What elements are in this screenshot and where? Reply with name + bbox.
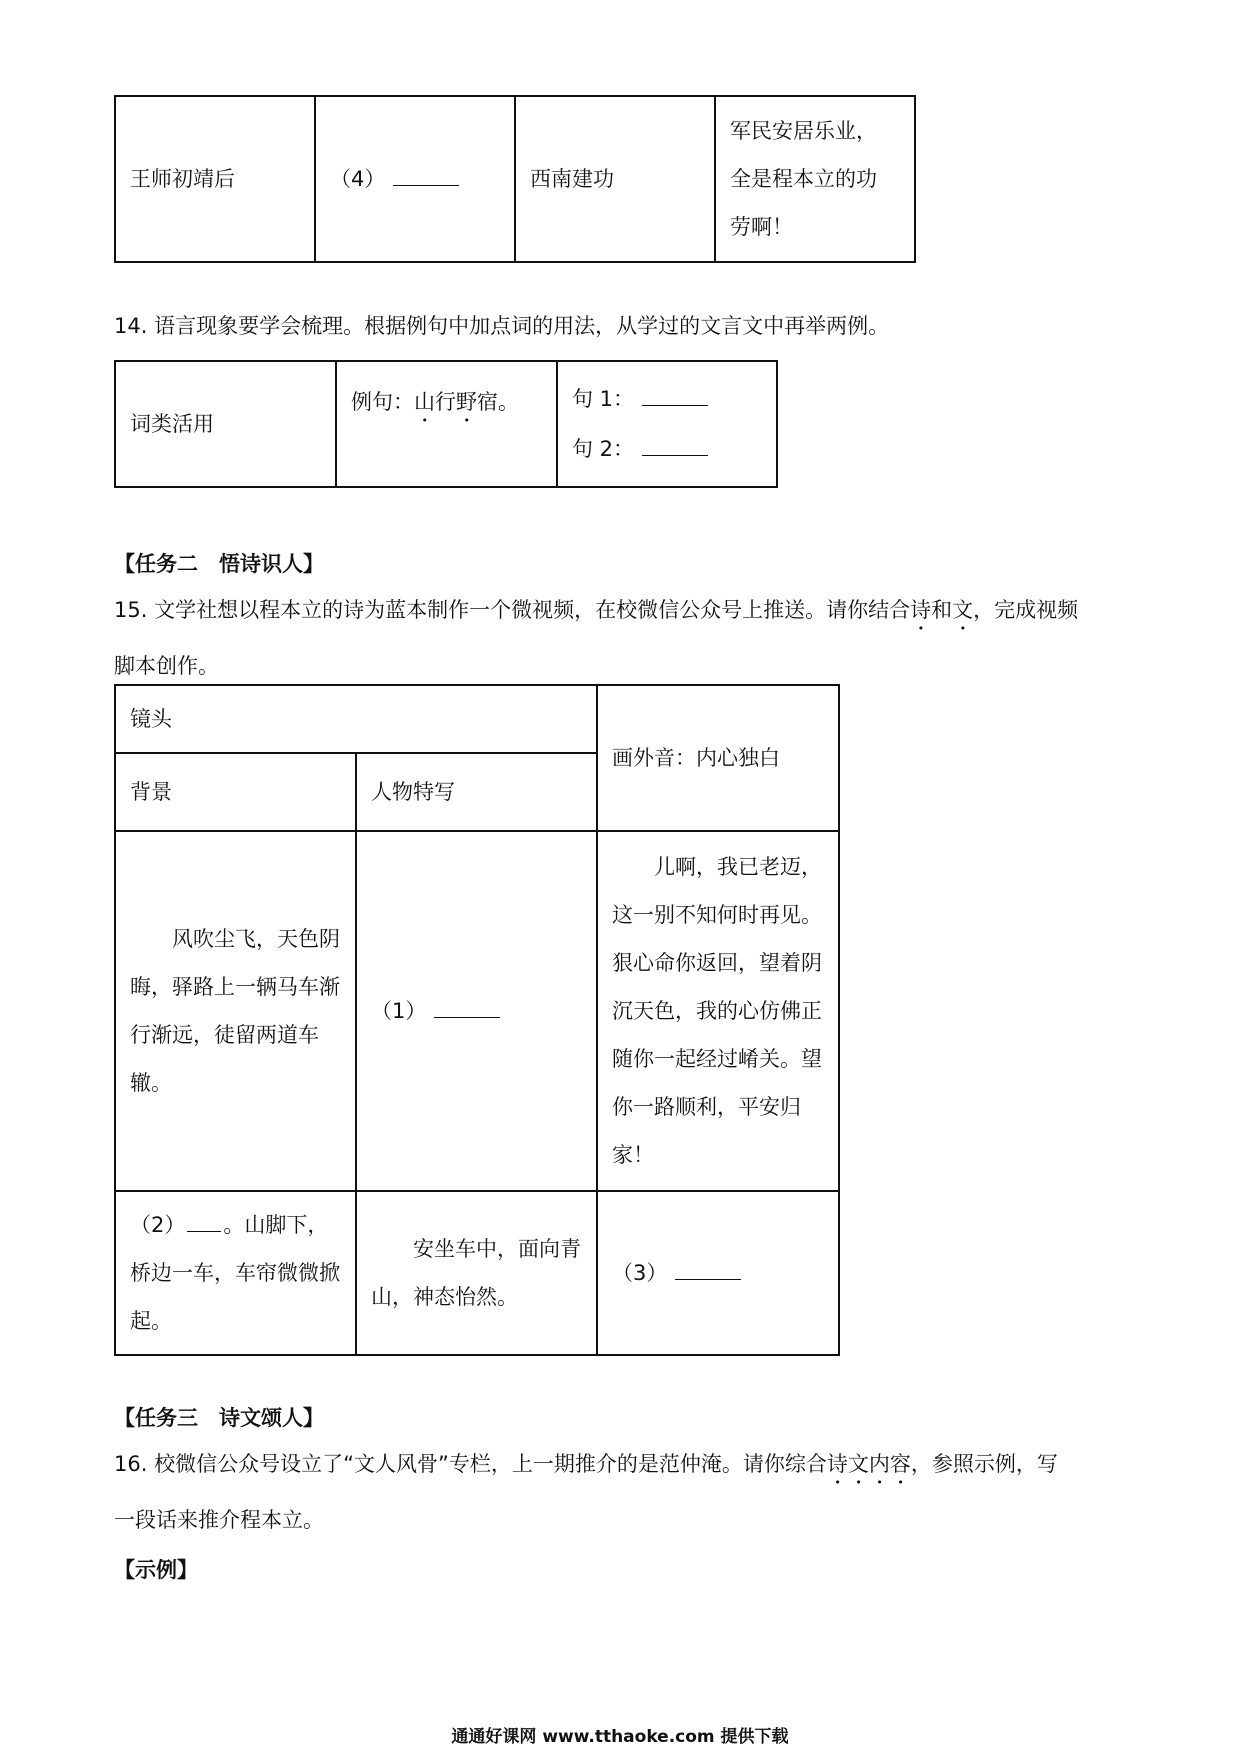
top-table-cell-blank: （4） bbox=[315, 96, 515, 262]
question-15: 15. 文学社想以程本立的诗为蓝本制作一个微视频，在校微信公众号上推送。请你结合诗和文，完成视频 脚本创作。 bbox=[114, 598, 1079, 678]
header-shot: 镜头 bbox=[115, 685, 597, 753]
script-table bbox=[114, 684, 840, 1356]
top-table-cell-comment: 军民安居乐业， 全是程本立的功 劳啊！ bbox=[715, 96, 915, 262]
row2-voice: （3） bbox=[597, 1191, 839, 1355]
footer-text: 通通好课网 www.tthaoke.com 提供下载 bbox=[451, 1727, 789, 1747]
top-table-cell-deed: 西南建功 bbox=[515, 96, 715, 262]
question-16: 16. 校微信公众号设立了“文人风骨”专栏，上一期推介的是范仲淹。请你综合诗文内容，参照示例，写 一段话来推介程本立。 bbox=[114, 1452, 1058, 1532]
dotted-word: 诗 bbox=[910, 598, 932, 622]
answer-blank-s2[interactable] bbox=[642, 437, 708, 456]
answer-blank-1[interactable] bbox=[434, 999, 500, 1018]
dotted-word: 文 bbox=[952, 598, 974, 622]
task-3-heading: 【任务三 诗文颂人】 bbox=[114, 1406, 324, 1430]
q14-answer-cell: 句 1： 句 2： bbox=[557, 361, 777, 487]
row2-background: （2） 。山脚下，桥边一车，车帘微微掀起。 bbox=[115, 1191, 356, 1355]
q14-example-cell: 例句：山行野宿。 bbox=[336, 361, 557, 487]
row1-voice: 儿啊，我已老迈，这一别不知何时再见。狠心命你返回，望着阴沉天色，我的心仿佛正随你一起经过崤关。望你一路顺利，平安归家！ bbox=[597, 831, 839, 1191]
top-table bbox=[114, 95, 916, 263]
dotted-word: 野 bbox=[456, 390, 477, 414]
question-14: 14. 语言现象要学会梳理。根据例句中加点词的用法，从学过的文言文中再举两例。 bbox=[114, 314, 890, 338]
answer-blank-4[interactable] bbox=[393, 167, 459, 186]
answer-blank-2[interactable] bbox=[187, 1213, 221, 1232]
row1-background: 风吹尘飞，天色阴晦，驿路上一辆马车渐行渐远，徒留两道车辙。 bbox=[115, 831, 356, 1191]
answer-blank-s1[interactable] bbox=[642, 387, 708, 406]
example-label: 【示例】 bbox=[114, 1558, 198, 1582]
header-background: 背景 bbox=[115, 753, 356, 831]
top-table-cell-time: 王师初靖后 bbox=[115, 96, 315, 262]
q14-label-cell: 词类活用 bbox=[115, 361, 336, 487]
dotted-word: 诗文内容 bbox=[826, 1452, 911, 1476]
row2-character: 安坐车中，面向青山，神态怡然。 bbox=[356, 1191, 597, 1355]
dotted-word: 山 bbox=[414, 390, 435, 414]
answer-blank-3[interactable] bbox=[675, 1261, 741, 1280]
row1-character: （1） bbox=[356, 831, 597, 1191]
task-2-heading: 【任务二 悟诗识人】 bbox=[114, 552, 324, 576]
header-character: 人物特写 bbox=[356, 753, 597, 831]
q14-table bbox=[114, 360, 778, 488]
header-voice: 画外音：内心独白 bbox=[597, 685, 839, 831]
